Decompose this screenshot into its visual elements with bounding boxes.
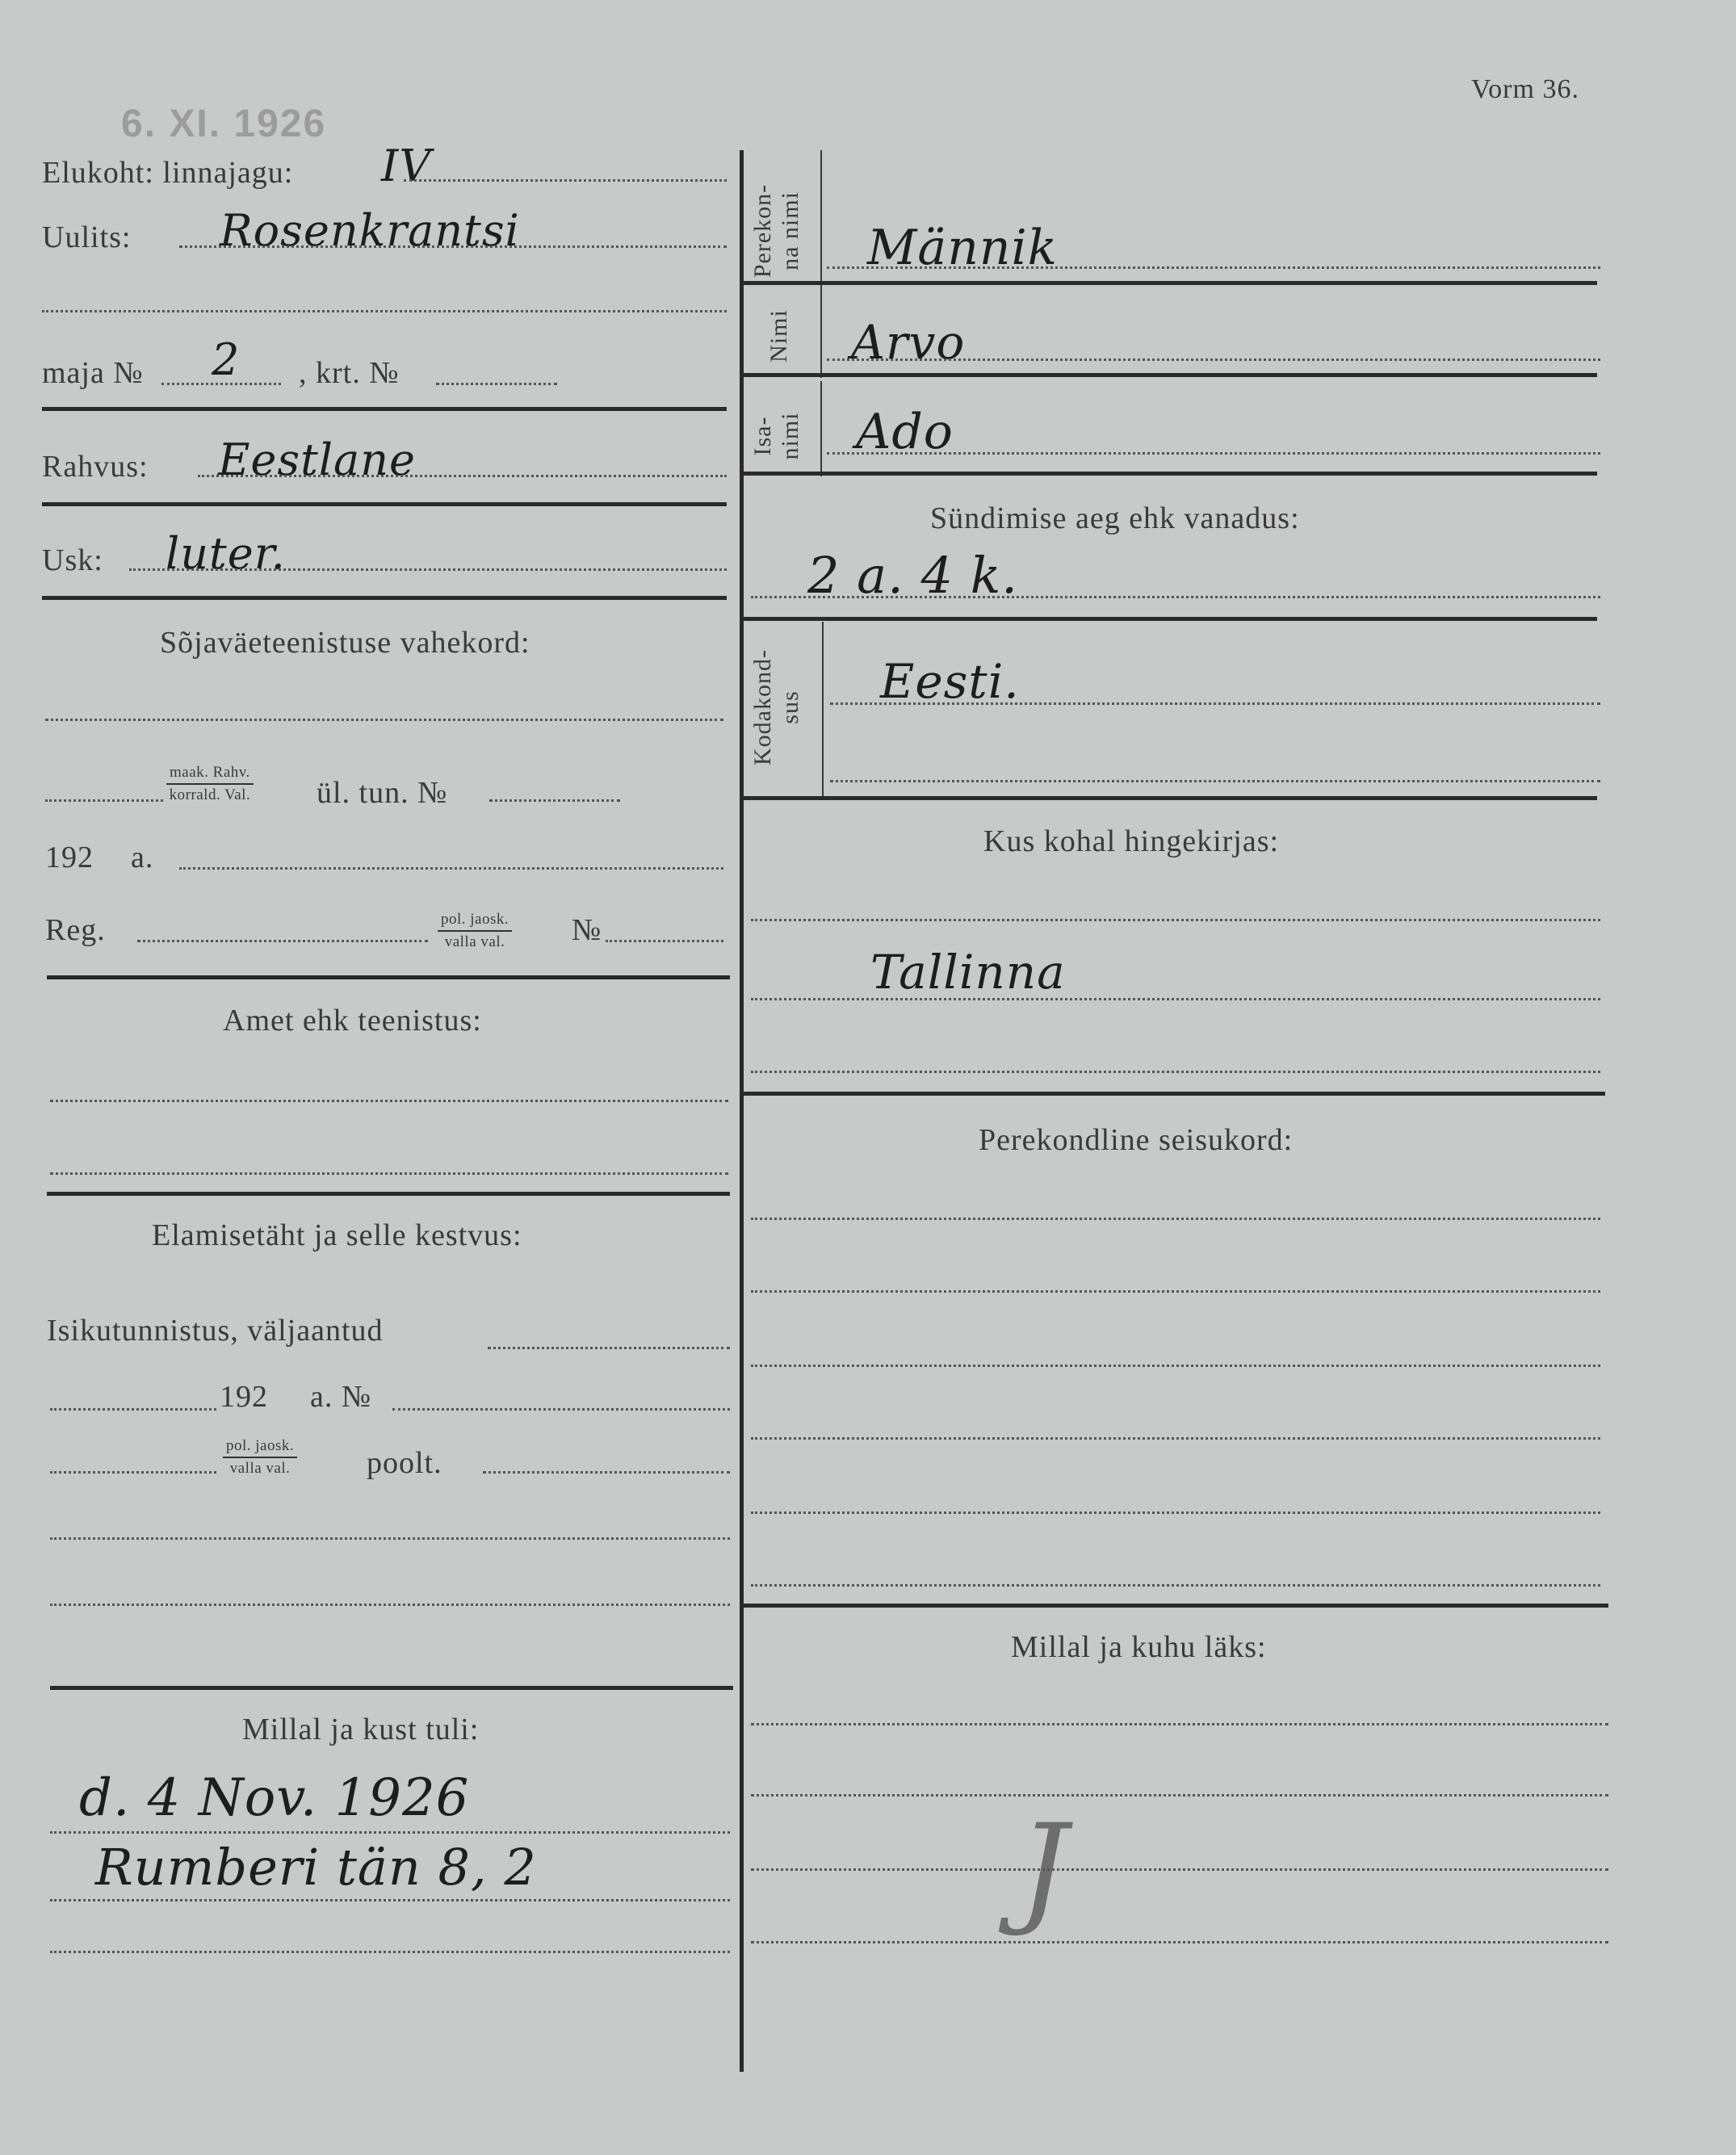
- parish-label: Kus kohal hingekirjas:: [983, 824, 1280, 858]
- surname-value: Männik: [867, 220, 1059, 276]
- citizenship-line-1: [830, 702, 1600, 705]
- arrival-line-1: [50, 1831, 730, 1834]
- divider: [743, 373, 1597, 377]
- divider: [743, 796, 1597, 800]
- year-label: 192: [45, 841, 94, 874]
- religion-line: [129, 568, 727, 571]
- firstname-label: Nimi: [765, 309, 792, 363]
- family-line-6: [751, 1584, 1600, 1587]
- divider: [743, 281, 1597, 285]
- departure-line-4: [751, 1941, 1608, 1943]
- divider: [47, 975, 730, 979]
- residence-label: Elukoht: linnajagu:: [42, 156, 294, 190]
- arrival-place: Rumberi tän 8, 2: [95, 1838, 537, 1897]
- house-value: 2: [212, 334, 241, 385]
- parish-line-1: [751, 919, 1600, 921]
- reg-line: [137, 940, 428, 942]
- id-by-label: poolt.: [367, 1446, 442, 1480]
- military-line: [45, 719, 723, 721]
- street-line: [179, 245, 727, 248]
- name-column-separator: [820, 150, 822, 289]
- id-year-label: 192: [220, 1380, 268, 1414]
- id-fraction-top: pol. jaosk.: [223, 1437, 297, 1458]
- id-extra-line-1: [50, 1537, 730, 1540]
- apartment-line: [436, 383, 557, 385]
- family-line-3: [751, 1365, 1600, 1367]
- id-extra-line-2: [50, 1604, 730, 1606]
- military-label: Sõjaväeteenistuse vahekord:: [160, 626, 530, 660]
- id-year-line-a: [50, 1408, 216, 1411]
- street-line-2: [42, 310, 727, 312]
- name-column-separator: [820, 381, 822, 476]
- firstname-value: Arvo: [851, 315, 966, 370]
- reg-label: Reg.: [45, 913, 106, 947]
- id-fraction: [223, 1437, 297, 1478]
- nationality-value: Eestlane: [218, 434, 416, 485]
- family-status-label: Perekondline seisukord:: [979, 1123, 1294, 1157]
- military-fraction: [166, 764, 254, 804]
- citizenship-value: Eesti.: [880, 654, 1020, 709]
- id-line: [488, 1347, 730, 1349]
- divider: [743, 1092, 1605, 1096]
- fathername-label: Isa- nimi: [749, 412, 803, 460]
- birth-label: Sündimise aeg ehk vanadus:: [930, 501, 1300, 535]
- district-value: IV: [381, 140, 432, 191]
- reg-fraction-top: pol. jaosk.: [438, 911, 512, 932]
- divider: [50, 1686, 733, 1690]
- street-label: Uulits:: [42, 220, 132, 254]
- family-line-4: [751, 1437, 1600, 1440]
- nationality-line: [198, 475, 727, 477]
- divider: [743, 617, 1597, 621]
- parish-line-2: [751, 998, 1600, 1000]
- military-unit-label: ül. tun. №: [317, 776, 448, 810]
- pencil-mark: J: [1019, 1799, 1069, 1939]
- citizenship-line-2: [830, 780, 1600, 782]
- citizenship-label: Kodakond- sus: [749, 649, 803, 765]
- year-line: [179, 867, 723, 870]
- occupation-line-1: [50, 1100, 728, 1102]
- departure-line-1: [751, 1723, 1608, 1725]
- house-line: [161, 383, 281, 385]
- religion-value: luter.: [166, 528, 286, 579]
- occupation-label: Amet ehk teenistus:: [223, 1004, 482, 1038]
- departure-line-2: [751, 1794, 1608, 1797]
- reg-number-label: №: [572, 913, 602, 947]
- nationality-label: Rahvus:: [42, 450, 149, 484]
- name-column-separator: [820, 289, 822, 378]
- birth-value: 2 a. 4 k.: [807, 546, 1018, 605]
- id-year-suffix: a. №: [310, 1380, 372, 1414]
- id-authority-line-a: [50, 1471, 216, 1474]
- parish-line-3: [751, 1071, 1600, 1073]
- fathername-line: [827, 452, 1600, 455]
- divider: [743, 472, 1597, 476]
- divider: [743, 1604, 1608, 1608]
- centre-divider: [740, 150, 744, 2072]
- residence-permit-label: Elamisetäht ja selle kestvus:: [152, 1218, 522, 1252]
- surname-line: [827, 266, 1600, 269]
- religion-label: Usk:: [42, 543, 103, 577]
- citizenship-column-separator: [822, 622, 824, 796]
- id-year-line-b: [392, 1408, 730, 1411]
- arrival-date: d. 4 Nov. 1926: [79, 1768, 470, 1828]
- family-line-5: [751, 1511, 1600, 1514]
- military-line-a: [45, 799, 163, 802]
- district-line: [404, 179, 727, 182]
- id-fraction-bottom: valla val.: [229, 1460, 291, 1477]
- form-number: Vorm 36.: [1471, 74, 1579, 104]
- fathername-value: Ado: [856, 404, 954, 460]
- id-label: Isikutunnistus, väljaantud: [47, 1314, 384, 1348]
- reg-fraction: [438, 911, 512, 951]
- house-label: maja №: [42, 356, 144, 390]
- apartment-label: , krt. №: [299, 356, 400, 390]
- family-line-1: [751, 1218, 1600, 1220]
- firstname-line: [827, 358, 1600, 361]
- parish-value: Tallinna: [870, 945, 1066, 1000]
- military-line-b: [489, 799, 620, 802]
- divider: [42, 502, 727, 506]
- divider: [42, 596, 727, 600]
- year-suffix: a.: [131, 841, 154, 874]
- street-value: Rosenkrantsi: [220, 205, 520, 256]
- departure-line-3: [751, 1868, 1608, 1871]
- arrival-line-2: [50, 1899, 730, 1901]
- arrival-label: Millal ja kust tuli:: [242, 1713, 480, 1746]
- family-line-2: [751, 1290, 1600, 1293]
- reg-number-line: [606, 940, 723, 942]
- divider: [42, 407, 727, 411]
- id-authority-line-b: [483, 1471, 730, 1474]
- military-fraction-bottom: korrald. Val.: [169, 786, 251, 803]
- arrival-line-3: [50, 1951, 730, 1953]
- divider: [47, 1192, 730, 1196]
- occupation-line-2: [50, 1172, 728, 1175]
- date-stamp: 6. XI. 1926: [121, 103, 327, 145]
- departure-label: Millal ja kuhu läks:: [1011, 1630, 1267, 1664]
- birth-line: [751, 596, 1600, 598]
- surname-label: Perekon- na nimi: [749, 183, 803, 279]
- reg-fraction-bottom: valla val.: [444, 933, 505, 950]
- military-fraction-top: maak. Rahv.: [166, 764, 254, 785]
